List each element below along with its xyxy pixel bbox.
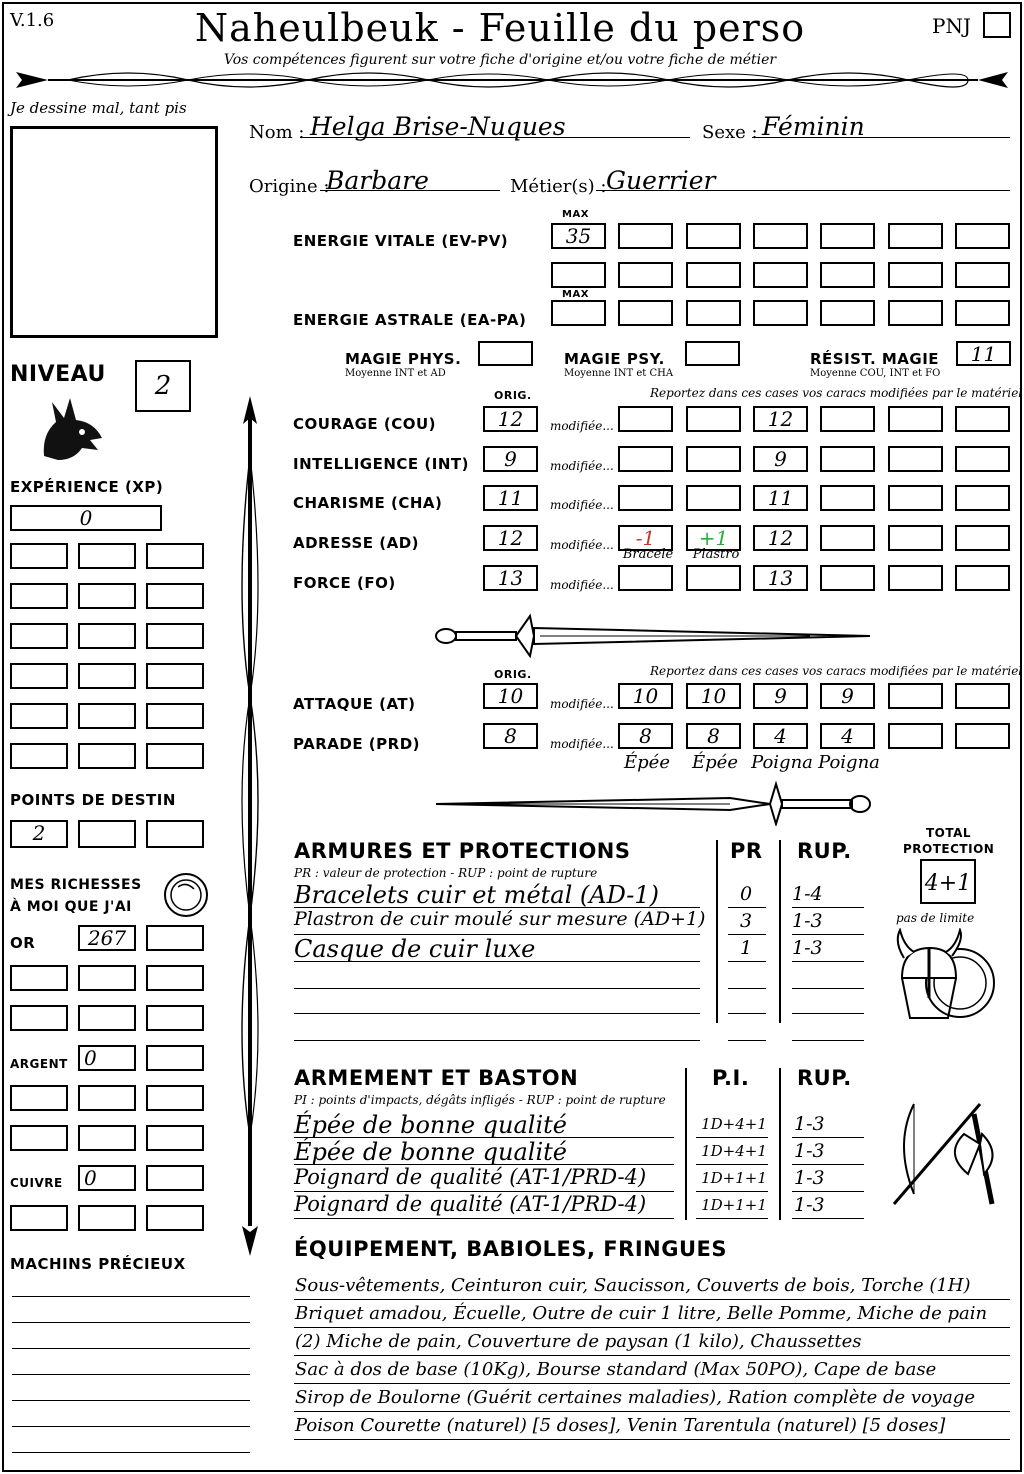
weapons-col-pi: P.I. (712, 1066, 750, 1090)
dragon-head-icon (38, 394, 108, 464)
attaque-modified-box[interactable] (888, 683, 943, 709)
xp-box[interactable] (146, 623, 204, 649)
weapon-name[interactable]: Épée de bonne qualité (294, 1111, 567, 1139)
combat-orig-label: ORIG. (494, 668, 532, 681)
armor-line (294, 988, 700, 989)
equipment-line (294, 1327, 1010, 1328)
armor-pr-value[interactable]: 0 (739, 883, 753, 905)
pnj-checkbox[interactable] (983, 12, 1011, 38)
stat-modified-box[interactable]: +1 (686, 525, 741, 551)
xp-box[interactable] (10, 663, 68, 689)
stats-orig-label: ORIG. (494, 389, 532, 402)
attaque-modified-box[interactable]: 10 (686, 683, 741, 709)
armor-name[interactable]: Plastron de cuir moulé sur mesure (AD+1) (294, 908, 706, 930)
weapon-rup-value[interactable]: 1-3 (794, 1194, 825, 1216)
cuivre-value[interactable]: 0 (78, 1165, 136, 1191)
stat-mod-note: Bracele (622, 547, 674, 562)
stat-modified-box[interactable] (955, 485, 1010, 511)
stat-modified-box[interactable] (686, 565, 741, 591)
xp-box[interactable] (78, 743, 136, 769)
ea-box[interactable] (686, 300, 741, 326)
xp-box[interactable] (78, 583, 136, 609)
stat-modified-box[interactable] (888, 525, 943, 551)
stat-label: CHARISME (CHA) (293, 494, 443, 512)
xp-box[interactable] (146, 583, 204, 609)
wealth-box[interactable] (146, 1205, 204, 1231)
precious-line[interactable] (12, 1400, 250, 1401)
stat-modified-box[interactable]: 12 (753, 525, 808, 551)
parade-modified-box[interactable] (888, 723, 943, 749)
stat-modified-box[interactable] (820, 485, 875, 511)
stat-orig-value[interactable]: 12 (483, 525, 538, 551)
stat-modified-box[interactable] (888, 565, 943, 591)
armor-pr-line (728, 1040, 766, 1041)
wealth-box[interactable] (78, 1125, 136, 1151)
wealth-box[interactable] (146, 1085, 204, 1111)
level-label: NIVEAU (10, 362, 106, 387)
armor-rup-value[interactable]: 1-4 (792, 883, 823, 905)
stat-modified-box[interactable]: 11 (753, 485, 808, 511)
stat-orig-value[interactable]: 9 (483, 446, 538, 472)
spear-divider-icon (8, 66, 1014, 94)
stat-modified-box[interactable] (820, 565, 875, 591)
weapon-rup-line (792, 1191, 864, 1192)
xp-box[interactable] (146, 703, 204, 729)
ev-box[interactable] (551, 262, 606, 288)
ev-label: ENERGIE VITALE (EV-PV) (293, 232, 509, 250)
equipment-item[interactable]: Sous-vêtements, Ceinturon cuir, Saucisson, Couverts de bois, Torche (1H) (295, 1275, 971, 1296)
xp-box[interactable] (146, 743, 204, 769)
parade-modified-box[interactable]: 8 (686, 723, 741, 749)
armor-name[interactable]: Casque de cuir luxe (294, 935, 536, 963)
ev-box[interactable] (888, 262, 943, 288)
argent-value[interactable]: 0 (78, 1045, 136, 1071)
stat-modified-box[interactable]: -1 (618, 525, 673, 551)
stat-mod-note: Plastro (692, 547, 740, 562)
stat-modified-box[interactable]: 12 (753, 406, 808, 432)
ea-label: ENERGIE ASTRALE (EA-PA) (293, 311, 527, 329)
stat-modified-box[interactable] (888, 406, 943, 432)
weapons-col-rup: RUP. (797, 1066, 852, 1090)
armor-rup-line (792, 1040, 864, 1041)
armor-pr-line (728, 907, 766, 908)
attaque-modified-box[interactable]: 9 (820, 683, 875, 709)
xp-box[interactable] (78, 623, 136, 649)
attaque-label: ATTAQUE (AT) (293, 695, 416, 713)
stat-label: ADRESSE (AD) (293, 534, 420, 552)
destiny-box[interactable] (78, 820, 136, 848)
ea-box[interactable] (955, 300, 1010, 326)
resist-note: Moyenne COU, INT et FO (810, 368, 941, 379)
parade-modif-label: modifiée... (550, 737, 614, 751)
xp-box[interactable] (146, 663, 204, 689)
weapon-rup-value[interactable]: 1-3 (794, 1167, 825, 1189)
parade-label: PARADE (PRD) (293, 735, 421, 753)
stat-label: COURAGE (COU) (293, 415, 437, 433)
spear-icon (230, 396, 270, 1256)
total-label-1: TOTAL (926, 826, 972, 840)
metier-label: Métier(s) : (510, 176, 607, 197)
origine-label: Origine : (249, 176, 330, 197)
armor-rup-value[interactable]: 1-3 (792, 910, 823, 932)
armor-rup-line (792, 961, 864, 962)
stat-modified-box[interactable] (686, 406, 741, 432)
weapon-pi-value[interactable]: 1D+4+1 (701, 1115, 767, 1133)
weapon-note: Épée (624, 752, 670, 773)
wealth-box[interactable] (10, 1125, 68, 1151)
weapon-name[interactable]: Poignard de qualité (AT-1/PRD-4) (294, 1192, 647, 1216)
sheet-subtitle: Vos compétences figurent sur votre fiche d'origine et/ou votre fiche de métier (223, 52, 777, 68)
precious-line[interactable] (12, 1296, 250, 1297)
coin-icon (162, 871, 210, 919)
wealth-box[interactable] (146, 965, 204, 991)
ev-box[interactable] (955, 223, 1010, 249)
weapons-title: ARMEMENT ET BASTON (294, 1066, 579, 1090)
equipment-line (294, 1355, 1010, 1356)
equipment-item[interactable]: Poison Courette (naturel) [5 doses], Venin Tarentula (naturel) [5 doses] (295, 1415, 946, 1436)
ev-box[interactable] (753, 262, 808, 288)
attaque-modified-box[interactable]: 9 (753, 683, 808, 709)
wealth-box[interactable] (78, 1085, 136, 1111)
resist-label: RÉSIST. MAGIE (810, 350, 940, 368)
wealth-box[interactable] (146, 1165, 204, 1191)
precious-line[interactable] (12, 1374, 250, 1375)
stat-modif-label: modifiée... (550, 498, 614, 512)
magic-psy-label: MAGIE PSY. (564, 350, 665, 368)
precious-line[interactable] (12, 1452, 250, 1453)
stat-modif-label: modifiée... (550, 538, 614, 552)
weapon-name[interactable]: Épée de bonne qualité (294, 1138, 567, 1166)
wealth-label-2: À MOI QUE J'AI (10, 899, 132, 915)
total-label-2: PROTECTION (903, 842, 995, 856)
xp-box[interactable] (10, 583, 68, 609)
or-box[interactable] (146, 925, 204, 951)
parade-modified-box[interactable]: 8 (618, 723, 673, 749)
sword-icon (430, 780, 875, 826)
armor-title: ARMURES ET PROTECTIONS (294, 839, 631, 863)
stat-modified-box[interactable] (618, 565, 673, 591)
ev-box[interactable] (686, 223, 741, 249)
stat-modified-box[interactable] (618, 485, 673, 511)
ev-box[interactable] (820, 262, 875, 288)
armor-rup-line (792, 934, 864, 935)
armor-pr-value[interactable]: 1 (739, 937, 753, 959)
destiny-box[interactable] (146, 820, 204, 848)
armor-pr-line (728, 988, 766, 989)
stat-modified-box[interactable] (686, 446, 741, 472)
equipment-line (294, 1299, 1010, 1300)
wealth-box[interactable] (10, 1085, 68, 1111)
weapon-pi-line (696, 1191, 768, 1192)
magic-phys-value[interactable] (478, 341, 533, 366)
weapon-note: Poigna (751, 752, 813, 773)
armor-pr-line (728, 934, 766, 935)
stat-modified-box[interactable] (686, 485, 741, 511)
ev-box[interactable] (618, 223, 673, 249)
wealth-box[interactable] (146, 1005, 204, 1031)
xp-box[interactable] (78, 663, 136, 689)
stat-orig-value[interactable]: 13 (483, 565, 538, 591)
total-protection-value[interactable]: 4+1 (920, 859, 976, 904)
stat-modified-box[interactable] (955, 446, 1010, 472)
ev-box[interactable] (686, 262, 741, 288)
armor-name[interactable]: Bracelets cuir et métal (AD-1) (294, 881, 660, 909)
wealth-box[interactable] (146, 1125, 204, 1151)
armor-line (294, 1040, 700, 1041)
stat-label: INTELLIGENCE (INT) (293, 455, 469, 473)
ev-box[interactable] (820, 223, 875, 249)
wealth-box[interactable] (10, 1005, 68, 1031)
equipment-line (294, 1439, 1010, 1440)
ea-box[interactable] (888, 300, 943, 326)
level-value[interactable]: 2 (135, 360, 191, 412)
xp-box[interactable] (10, 623, 68, 649)
ev-max-value[interactable]: 35 (551, 223, 606, 249)
no-limit-note: pas de limite (896, 911, 975, 925)
armor-pr-value[interactable]: 3 (739, 910, 753, 932)
weapon-rup-line (792, 1164, 864, 1165)
attaque-orig-value[interactable]: 10 (483, 683, 538, 709)
stat-label: FORCE (FO) (293, 574, 396, 592)
ev-box[interactable] (888, 223, 943, 249)
xp-value[interactable]: 0 (10, 505, 162, 531)
crossed-weapons-icon (884, 1094, 1004, 1214)
combat-report-note: Reportez dans ces cases vos caracs modifiées par le matériel (650, 664, 1023, 678)
weapon-pi-value[interactable]: 1D+1+1 (701, 1169, 767, 1187)
attaque-modif-label: modifiée... (550, 697, 614, 711)
weapon-name[interactable]: Poignard de qualité (AT-1/PRD-4) (294, 1165, 647, 1189)
ev-box[interactable] (618, 262, 673, 288)
equipment-item[interactable]: Sac à dos de base (10Kg), Bourse standard (Max 50PO), Cape de base (295, 1359, 937, 1380)
armor-rup-value[interactable]: 1-3 (792, 937, 823, 959)
equipment-item[interactable]: (2) Miche de pain, Couverture de paysan (1 kilo), Chaussettes (295, 1331, 862, 1352)
xp-box[interactable] (78, 703, 136, 729)
parade-modified-box[interactable] (955, 723, 1010, 749)
stat-modified-box[interactable]: 9 (753, 446, 808, 472)
armor-rup-line (792, 1013, 864, 1014)
stat-modified-box[interactable] (618, 446, 673, 472)
armor-line (294, 1013, 700, 1014)
armor-note: PR : valeur de protection - RUP : point de rupture (294, 866, 598, 880)
weapon-pi-value[interactable]: 1D+4+1 (701, 1142, 767, 1160)
nom-label: Nom : (249, 122, 305, 143)
ev-box[interactable] (753, 223, 808, 249)
stat-orig-value[interactable]: 11 (483, 485, 538, 511)
equipment-title: ÉQUIPEMENT, BABIOLES, FRINGUES (294, 1237, 727, 1261)
xp-box[interactable] (10, 743, 68, 769)
stat-modified-box[interactable]: 13 (753, 565, 808, 591)
resist-value[interactable]: 11 (956, 341, 1011, 366)
wealth-label-1: MES RICHESSES (10, 877, 142, 893)
armor-col-rup: RUP. (797, 839, 852, 863)
stat-modified-box[interactable] (820, 446, 875, 472)
stat-modified-box[interactable] (888, 485, 943, 511)
sexe-label: Sexe : (702, 122, 758, 143)
weapon-rup-line (792, 1137, 864, 1138)
armor-rup-line (792, 907, 864, 908)
equipment-item[interactable]: Sirop de Boulorne (Guérit certaines maladies), Ration complète de voyage (295, 1387, 975, 1408)
armor-rup-line (792, 988, 864, 989)
equipment-line (294, 1383, 1010, 1384)
sexe-value[interactable]: Féminin (762, 112, 865, 141)
armor-pr-line (728, 1013, 766, 1014)
weapon-rup-value[interactable]: 1-3 (794, 1113, 825, 1135)
destiny-label: POINTS DE DESTIN (10, 791, 176, 809)
stat-modified-box[interactable] (820, 406, 875, 432)
magic-phys-label: MAGIE PHYS. (345, 350, 462, 368)
attaque-modified-box[interactable]: 10 (618, 683, 673, 709)
wealth-box[interactable] (78, 1005, 136, 1031)
pnj-label: PNJ (932, 14, 971, 38)
xp-box[interactable] (78, 543, 136, 569)
xp-box[interactable] (146, 543, 204, 569)
ea-box[interactable] (820, 300, 875, 326)
equipment-line (294, 1411, 1010, 1412)
stat-orig-value[interactable]: 12 (483, 406, 538, 432)
stat-modified-box[interactable] (955, 565, 1010, 591)
destiny-value[interactable]: 2 (10, 820, 68, 848)
version-label: V.1.6 (10, 10, 55, 31)
wealth-box[interactable] (10, 965, 68, 991)
stat-modified-box[interactable] (955, 406, 1010, 432)
armor-col-pr: PR (730, 839, 763, 863)
weapon-note: Poigna (818, 752, 880, 773)
stat-modif-label: modifiée... (550, 419, 614, 433)
portrait-caption: Je dessine mal, tant pis (10, 99, 187, 117)
attaque-modified-box[interactable] (955, 683, 1010, 709)
stat-modified-box[interactable] (820, 525, 875, 551)
parade-orig-value[interactable]: 8 (483, 723, 538, 749)
weapons-note: PI : points d'impacts, dégâts infligés - RUP : point de rupture (294, 1093, 666, 1107)
equipment-item[interactable]: Briquet amadou, Écuelle, Outre de cuir 1 litre, Belle Pomme, Miche de pain (295, 1303, 988, 1324)
ea-box[interactable] (753, 300, 808, 326)
wealth-box[interactable] (78, 1205, 136, 1231)
nom-value[interactable]: Helga Brise-Nuques (310, 112, 566, 141)
armor-pr-line (728, 961, 766, 962)
ev-box[interactable] (955, 262, 1010, 288)
stat-modified-box[interactable] (955, 525, 1010, 551)
weapon-pi-value[interactable]: 1D+1+1 (701, 1196, 767, 1214)
weapon-pi-line (696, 1218, 768, 1219)
magic-psy-value[interactable] (685, 341, 740, 366)
wealth-box[interactable] (146, 1045, 204, 1071)
magic-phys-note: Moyenne INT et AD (345, 368, 446, 379)
magic-psy-note: Moyenne INT et CHA (564, 368, 674, 379)
argent-label: ARGENT (10, 1057, 68, 1071)
parade-modified-box[interactable]: 4 (820, 723, 875, 749)
ea-max-label: MAX (562, 289, 589, 300)
precious-line[interactable] (12, 1322, 250, 1323)
stat-modif-label: modifiée... (550, 459, 614, 473)
xp-box[interactable] (10, 703, 68, 729)
weapon-note: Épée (692, 752, 738, 773)
portrait-box[interactable] (10, 126, 218, 338)
stat-modified-box[interactable] (888, 446, 943, 472)
stats-report-note: Reportez dans ces cases vos caracs modifiées par le matériel (650, 386, 1023, 400)
or-label: OR (10, 934, 36, 952)
stat-modified-box[interactable] (618, 406, 673, 432)
cuivre-label: CUIVRE (10, 1176, 63, 1190)
xp-box[interactable] (10, 543, 68, 569)
weapon-pi-line (696, 1137, 768, 1138)
precious-label: MACHINS PRÉCIEUX (10, 1255, 186, 1273)
weapon-pi-line (696, 1164, 768, 1165)
wealth-box[interactable] (78, 965, 136, 991)
precious-line[interactable] (12, 1348, 250, 1349)
xp-label: EXPÉRIENCE (XP) (10, 478, 164, 496)
weapon-rup-line (792, 1218, 864, 1219)
sword-icon (430, 612, 875, 658)
ea-max-value[interactable] (551, 300, 606, 326)
precious-line[interactable] (12, 1426, 250, 1427)
origine-value[interactable]: Barbare (326, 166, 429, 195)
weapon-rup-value[interactable]: 1-3 (794, 1140, 825, 1162)
ea-box[interactable] (618, 300, 673, 326)
ev-max-label: MAX (562, 209, 589, 220)
metier-value[interactable]: Guerrier (606, 166, 716, 195)
stat-modif-label: modifiée... (550, 578, 614, 592)
sheet-title: Naheulbeuk - Feuille du perso (194, 6, 806, 50)
wealth-box[interactable] (10, 1205, 68, 1231)
parade-modified-box[interactable]: 4 (753, 723, 808, 749)
weapon-line (294, 1218, 674, 1219)
or-value[interactable]: 267 (78, 925, 136, 951)
viking-helmet-shield-icon (890, 928, 1000, 1028)
